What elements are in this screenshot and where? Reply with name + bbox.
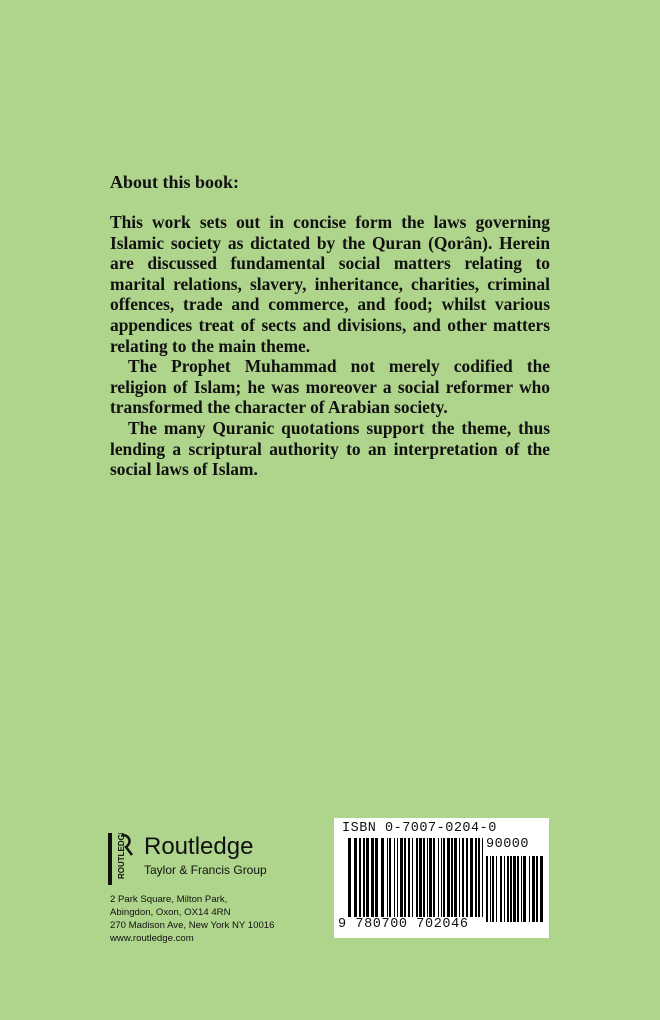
address-line: Abingdon, Oxon, OX14 4RN bbox=[110, 907, 231, 918]
barcode-bar bbox=[475, 838, 477, 918]
barcode-bar bbox=[389, 838, 391, 918]
barcode-bar bbox=[381, 838, 384, 918]
barcode-bar bbox=[490, 856, 491, 922]
barcode-bar bbox=[504, 856, 505, 922]
isbn-text: ISBN 0-7007-0204-0 bbox=[342, 821, 497, 836]
barcode-bar bbox=[400, 838, 403, 918]
website-link[interactable]: www.routledge.com bbox=[110, 933, 194, 944]
barcode-bar bbox=[397, 838, 398, 918]
barcode-bar bbox=[408, 838, 410, 918]
barcode-bar bbox=[536, 856, 538, 922]
barcode-bar bbox=[433, 838, 435, 918]
barcode-bar bbox=[423, 838, 425, 918]
barcode-bar bbox=[500, 856, 502, 922]
barcode-bar bbox=[363, 838, 365, 918]
ean-digits: 9 780700 702046 bbox=[336, 917, 486, 932]
barcode-bar bbox=[478, 838, 480, 918]
barcode-bar bbox=[540, 856, 543, 922]
barcode-bar bbox=[513, 856, 516, 922]
routledge-logo-icon bbox=[108, 833, 136, 885]
barcode-bar bbox=[427, 838, 428, 918]
barcode-bar bbox=[348, 838, 351, 918]
publisher-address bbox=[110, 893, 274, 945]
barcode-bar bbox=[507, 856, 509, 922]
barcode-bar bbox=[459, 838, 460, 918]
back-cover-heading: About this book: bbox=[110, 172, 240, 192]
barcode-bar bbox=[419, 838, 422, 918]
barcode-bar bbox=[532, 856, 535, 922]
address-line: 270 Madison Ave, New York NY 10016 bbox=[110, 920, 275, 931]
barcode-bar bbox=[517, 856, 519, 922]
book-description bbox=[110, 212, 550, 480]
barcode-bar bbox=[404, 838, 406, 918]
publisher-group: Taylor & Francis Group bbox=[144, 863, 267, 877]
addon-barcode-bars bbox=[486, 856, 544, 922]
barcode-bar bbox=[412, 838, 413, 918]
barcode-bar bbox=[371, 838, 374, 918]
barcode-bar bbox=[354, 838, 357, 918]
barcode-bar bbox=[523, 856, 526, 922]
publisher-logo bbox=[108, 833, 267, 885]
barcode-bar bbox=[375, 838, 378, 918]
description-paragraph-2: The Prophet Muhammad not merely codified the religion of Islam; he was moreover a social reformer who transformed the character of Arabian society. bbox=[110, 356, 550, 418]
barcode-bar bbox=[447, 838, 450, 918]
barcode-bar bbox=[454, 838, 457, 918]
barcode-bar bbox=[466, 838, 468, 918]
address-line: 2 Park Square, Milton Park, bbox=[110, 894, 228, 905]
publisher-name: Routledge bbox=[144, 833, 254, 860]
barcode-bar bbox=[521, 856, 522, 922]
barcode-bar bbox=[496, 856, 497, 922]
barcode-bar bbox=[394, 838, 395, 918]
barcode-bar bbox=[529, 856, 530, 922]
logo-vertical-text: ROUTLEDGE bbox=[117, 833, 126, 879]
barcode-bar bbox=[443, 838, 445, 918]
barcode-bar bbox=[366, 838, 369, 918]
barcode-bar bbox=[438, 838, 439, 918]
barcode-bar bbox=[492, 856, 494, 922]
barcode-bar bbox=[482, 838, 483, 918]
barcode-bar bbox=[429, 838, 432, 918]
barcode-bar bbox=[486, 856, 488, 922]
description-paragraph-1: This work sets out in concise form the laws governing Islamic society as dictated by the Quran (Qorân). Herein are discussed fundamental social matters relating to marital relations, slavery, inheritance, charities, criminal offences, trade and commerce, and food; whilst various appendices treat of sects and divisions, and other matters relating to the main theme. bbox=[110, 212, 550, 356]
barcode-bar bbox=[387, 838, 388, 918]
barcode-bar bbox=[441, 838, 442, 918]
barcode-bar bbox=[470, 838, 473, 918]
barcode-bar bbox=[416, 838, 418, 918]
barcode-bar bbox=[510, 856, 512, 922]
description-paragraph-3: The many Quranic quotations support the theme, thus lending a scriptural authority to an interpretation of the social laws of Islam. bbox=[110, 417, 550, 480]
barcode-bar bbox=[462, 838, 464, 918]
barcode-bar bbox=[451, 838, 453, 918]
barcode-bar bbox=[359, 838, 361, 918]
isbn-barcode bbox=[334, 818, 549, 938]
addon-digits: 90000 bbox=[486, 837, 530, 852]
